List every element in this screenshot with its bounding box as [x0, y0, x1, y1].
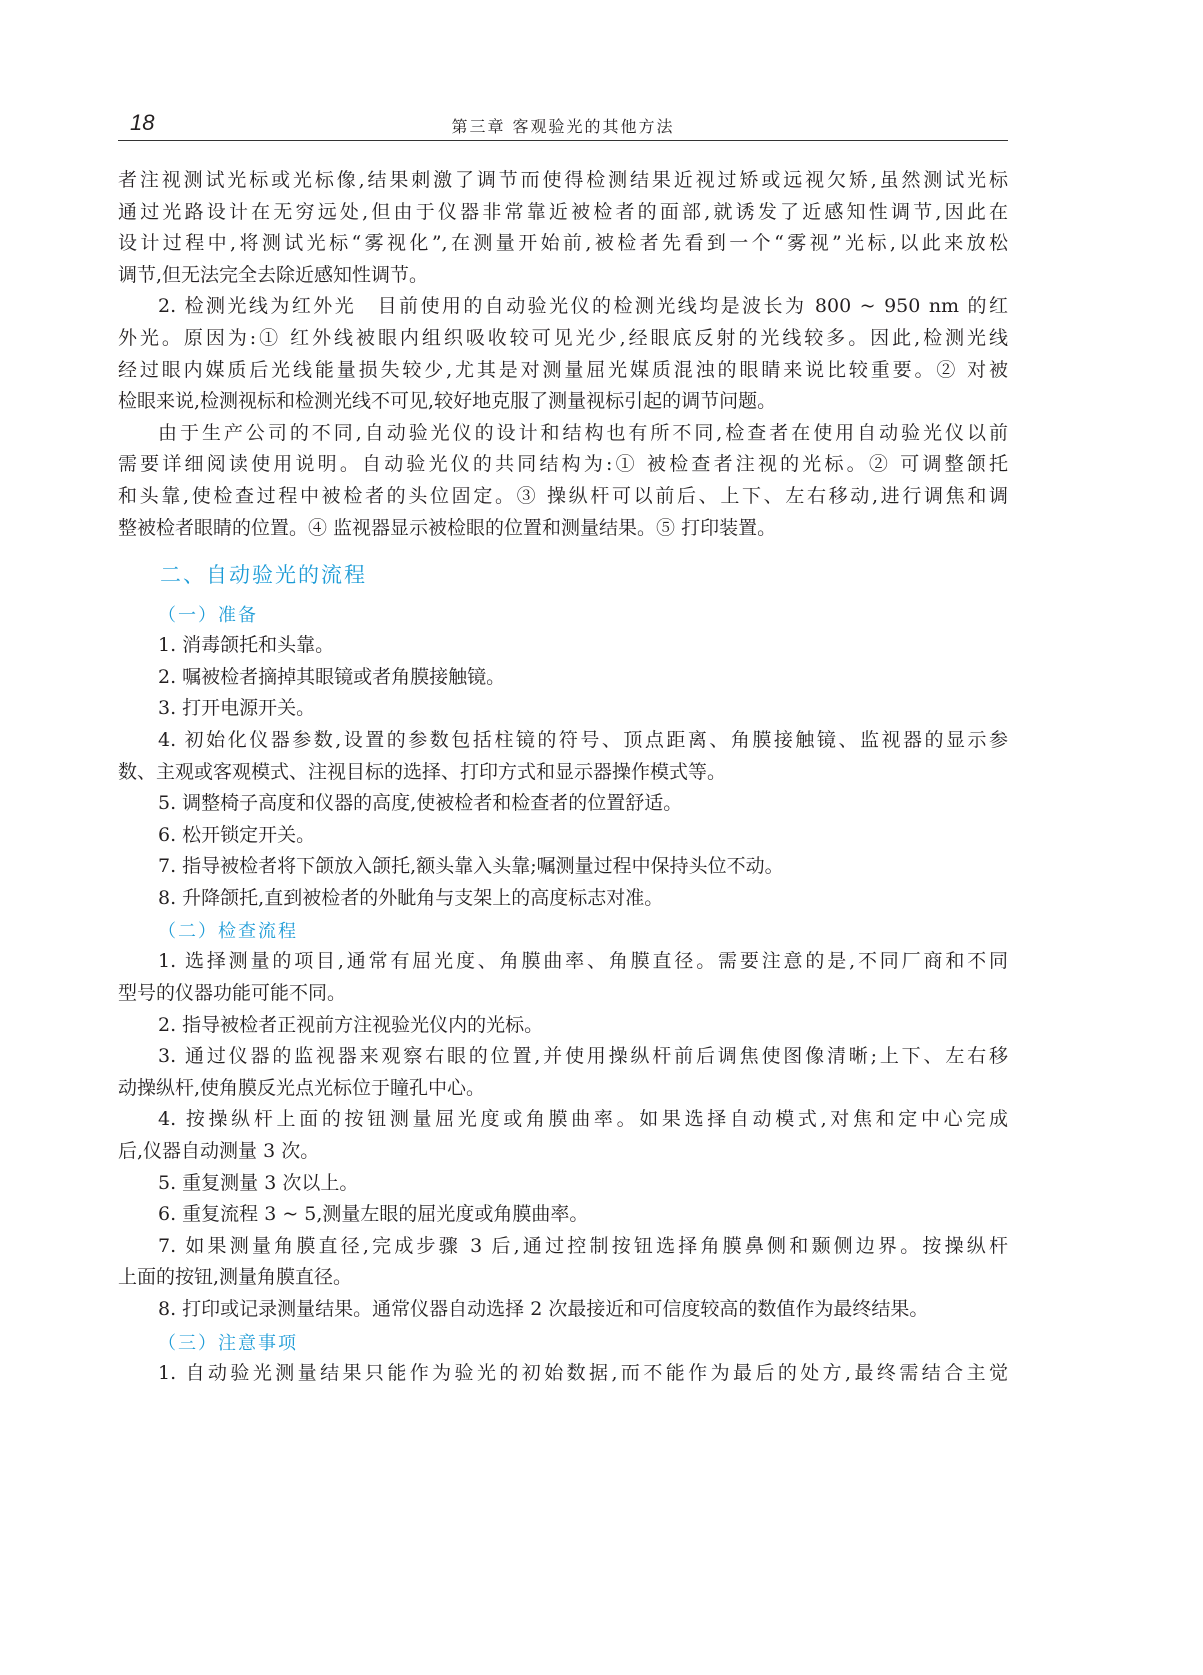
paragraph	[118, 662, 1008, 694]
text-line: 型号的仪器功能可能不同。	[118, 982, 347, 1005]
text-line: 2. 嘱被检者摘掉其眼镜或者角膜接触镜。	[158, 665, 506, 688]
text-line: 5. 重复测量 3 次以上。	[158, 1171, 359, 1194]
text-line: 8. 打印或记录测量结果。通常仪器自动选择 2 次最接近和可信度较高的数值作为最终结果。	[158, 1298, 929, 1320]
text-line: 6. 重复流程 3 ~ 5,测量左眼的屈光度或角膜曲率。	[158, 1203, 589, 1226]
paragraph	[118, 788, 1008, 820]
text-line: 外光。原因为:① 红外线被眼内组织吸收较可见光少,经眼底反射的光线较多。因此,检测光线	[118, 326, 1008, 349]
text-line: 1. 消毒颌托和头靠。	[158, 634, 335, 657]
paragraph	[118, 725, 1008, 788]
text-line: 和头靠,使检查过程中被检者的头位固定。③ 操纵杆可以前后、上下、左右移动,进行调焦和调	[118, 484, 1008, 507]
subsection-heading: （二）检查流程	[158, 921, 298, 943]
text-line: 4. 按操纵杆上面的按钮测量屈光度或角膜曲率。如果选择自动模式,对焦和定中心完成	[158, 1108, 1008, 1131]
text-line: 1. 自动验光测量结果只能作为验光的初始数据,而不能作为最后的处方,最终需结合主觉	[158, 1361, 1008, 1384]
paragraph	[118, 1231, 1008, 1294]
text-line: 后,仪器自动测量 3 次。	[118, 1140, 320, 1163]
paragraph	[118, 1199, 1008, 1231]
paragraph	[118, 165, 1008, 291]
text-line: 8. 升降颌托,直到被检者的外眦角与支架上的高度标志对准。	[158, 886, 664, 909]
text-line: 2. 检测光线为红外光 目前使用的自动验光仪的检测光线均是波长为 800 ~ 950 nm 的红	[158, 295, 1008, 318]
text-line: 调节,但无法完全去除近感知性调节。	[118, 263, 429, 286]
paragraph	[118, 851, 1008, 883]
paragraph	[118, 630, 1008, 662]
paragraph	[118, 1358, 1008, 1390]
text-line: 整被检者眼睛的位置。④ 监视器显示被检眼的位置和测量结果。⑤ 打印装置。	[118, 516, 777, 539]
text-line: 者注视测试光标或光标像,结果刺激了调节而使得检测结果近视过矫或远视欠矫,虽然测试光标	[118, 169, 1008, 191]
text-line: 由于生产公司的不同,自动验光仪的设计和结构也有所不同,检查者在使用自动验光仪以前	[158, 421, 1008, 444]
paragraph	[118, 883, 1008, 915]
text-line: 需要详细阅读使用说明。自动验光仪的共同结构为:① 被检查者注视的光标。② 可调整颌托	[118, 453, 1008, 476]
text-line: 4. 初始化仪器参数,设置的参数包括柱镜的符号、顶点距离、角膜接触镜、监视器的显示参	[158, 728, 1008, 751]
chapter-title: 第三章 客观验光的其他方法	[451, 117, 675, 136]
text-line: 1. 选择测量的项目,通常有屈光度、角膜曲率、角膜直径。需要注意的是,不同厂商和不同	[158, 950, 1008, 973]
text-line: 经过眼内媒质后光线能量损失较少,尤其是对测量屈光媒质混浊的眼睛来说比较重要。② 对被	[118, 358, 1008, 381]
section-heading: 二、自动验光的流程	[160, 563, 367, 588]
paragraph	[118, 418, 1008, 544]
paragraph	[118, 1104, 1008, 1167]
text-line: 6. 松开锁定开关。	[158, 823, 316, 846]
text-line: 通过光路设计在无穷远处,但由于仪器非常靠近被检者的面部,就诱发了近感知性调节,因此在	[118, 200, 1008, 223]
paragraph	[118, 291, 1008, 417]
page-number: 18	[130, 110, 155, 135]
paragraph	[118, 820, 1008, 852]
paragraph	[118, 1010, 1008, 1042]
paragraph	[118, 1041, 1008, 1104]
text-line: 2. 指导被检者正视前方注视验光仪内的光标。	[158, 1013, 544, 1036]
subsection-heading: （三）注意事项	[158, 1332, 298, 1354]
text-line: 3. 打开电源开关。	[158, 697, 316, 720]
text-line: 动操纵杆,使角膜反光点光标位于瞳孔中心。	[118, 1076, 486, 1099]
text-line: 检眼来说,检测视标和检测光线不可见,较好地克服了测量视标引起的调节问题。	[118, 390, 777, 413]
paragraph	[118, 1168, 1008, 1200]
running-header	[118, 108, 1008, 141]
paragraph	[118, 1294, 1008, 1326]
text-line: 7. 如果测量角膜直径,完成步骤 3 后,通过控制按钮选择角膜鼻侧和颞侧边界。按操纵杆	[158, 1234, 1008, 1257]
paragraph	[118, 946, 1008, 1009]
text-line: 3. 通过仪器的监视器来观察右眼的位置,并使用操纵杆前后调焦使图像清晰;上下、左右移	[158, 1045, 1008, 1068]
subsection-heading: （一）准备	[158, 605, 258, 627]
text-line: 数、主观或客观模式、注视目标的选择、打印方式和显示器操作模式等。	[118, 760, 727, 783]
text-line: 上面的按钮,测量角膜直径。	[118, 1266, 353, 1289]
text-line: 设计过程中,将测试光标“雾视化”,在测量开始前,被检者先看到一个“雾视”光标,以此来放松	[118, 232, 1008, 255]
paragraph	[118, 693, 1008, 725]
page-body	[118, 165, 1008, 1389]
text-line: 5. 调整椅子高度和仪器的高度,使被检者和检查者的位置舒适。	[158, 792, 683, 815]
text-line: 7. 指导被检者将下颌放入颌托,额头靠入头靠;嘱测量过程中保持头位不动。	[158, 855, 784, 878]
